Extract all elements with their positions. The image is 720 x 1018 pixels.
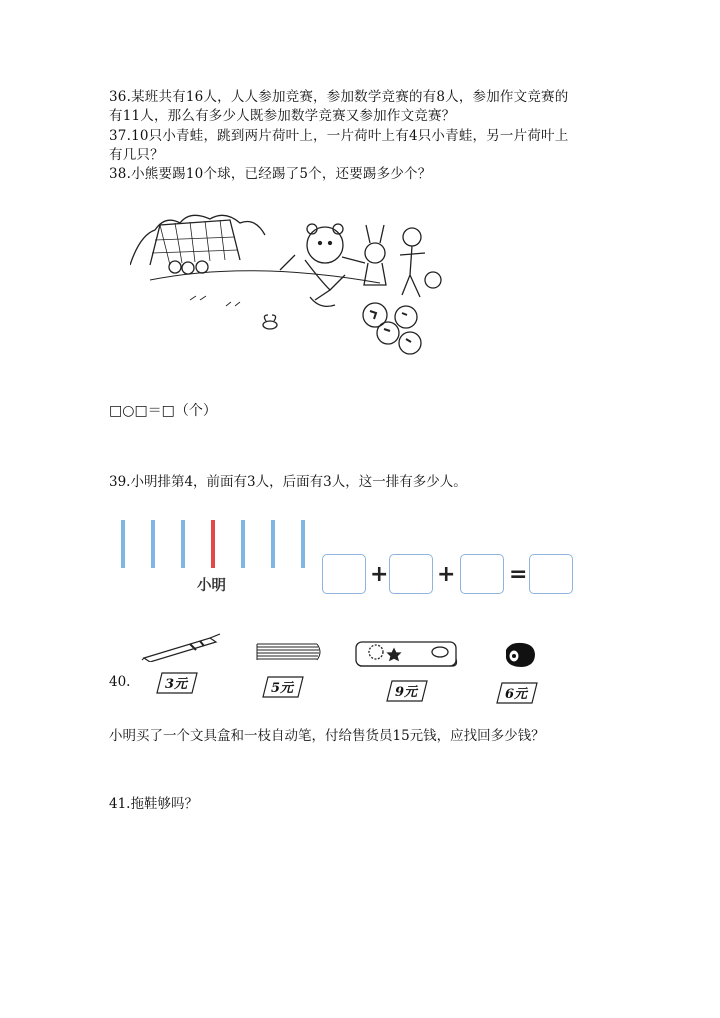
- equals-sign: =: [509, 562, 528, 587]
- answer-box-1[interactable]: [322, 554, 366, 594]
- answer-box-3[interactable]: [460, 554, 504, 594]
- price-pencil: 3元: [164, 677, 188, 692]
- person-bar: [301, 520, 305, 568]
- q36-line1: 36.某班共有16人，人人参加竞赛，参加数学竞赛的有8人，参加作文竞赛的: [109, 89, 569, 105]
- person-bar: [151, 520, 155, 568]
- price-sharpener: 6元: [504, 687, 528, 702]
- bear-soccer-illustration: [130, 205, 450, 369]
- price-tag-notebook: [262, 676, 302, 696]
- plus-sign: +: [370, 562, 389, 587]
- pencil-case-icon: [354, 639, 460, 675]
- price-tag-pencil-case: [386, 680, 426, 700]
- q36-line2: 有11人，那么有多少人既参加数学竞赛又参加作文竞赛？: [109, 108, 456, 124]
- q37-line1: 37.10只小青蛙，跳到两片荷叶上，一片荷叶上有4只小青蛙，另一片荷叶上: [109, 128, 569, 144]
- q40-number: 40.: [109, 674, 131, 690]
- xiaoming-bar: [211, 520, 215, 568]
- price-tag-sharpener: [496, 682, 536, 702]
- price-pencil-case: 9元: [394, 685, 418, 700]
- price-notebook: 5元: [270, 681, 294, 696]
- person-bar: [271, 520, 275, 568]
- q38-formula: □○□＝□（个）: [109, 403, 217, 419]
- price-tag-pencil: [156, 672, 196, 692]
- q38-text: 38.小熊要踢10个球，已经踢了5个，还要踢多少个？: [109, 166, 432, 182]
- plus-sign: +: [437, 562, 456, 587]
- q37-line2: 有几只？: [109, 147, 164, 163]
- sharpener-icon: [502, 640, 538, 674]
- person-bar: [241, 520, 245, 568]
- answer-box-4[interactable]: [529, 554, 573, 594]
- answer-box-2[interactable]: [389, 554, 433, 594]
- mechanical-pencil-icon: [140, 632, 222, 666]
- q39-text: 39.小明排第4，前面有3人，后面有3人，这一排有多少人。: [109, 474, 467, 490]
- xiaoming-label: 小明: [197, 578, 226, 594]
- person-bar: [121, 520, 125, 568]
- q40-text: 小明买了一个文具盒和一枝自动笔，付给售货员15元钱，应找回多少钱？: [109, 728, 545, 744]
- q41-text: 41.拖鞋够吗？: [109, 796, 198, 812]
- person-bar: [181, 520, 185, 568]
- notebook-stack-icon: [255, 640, 323, 668]
